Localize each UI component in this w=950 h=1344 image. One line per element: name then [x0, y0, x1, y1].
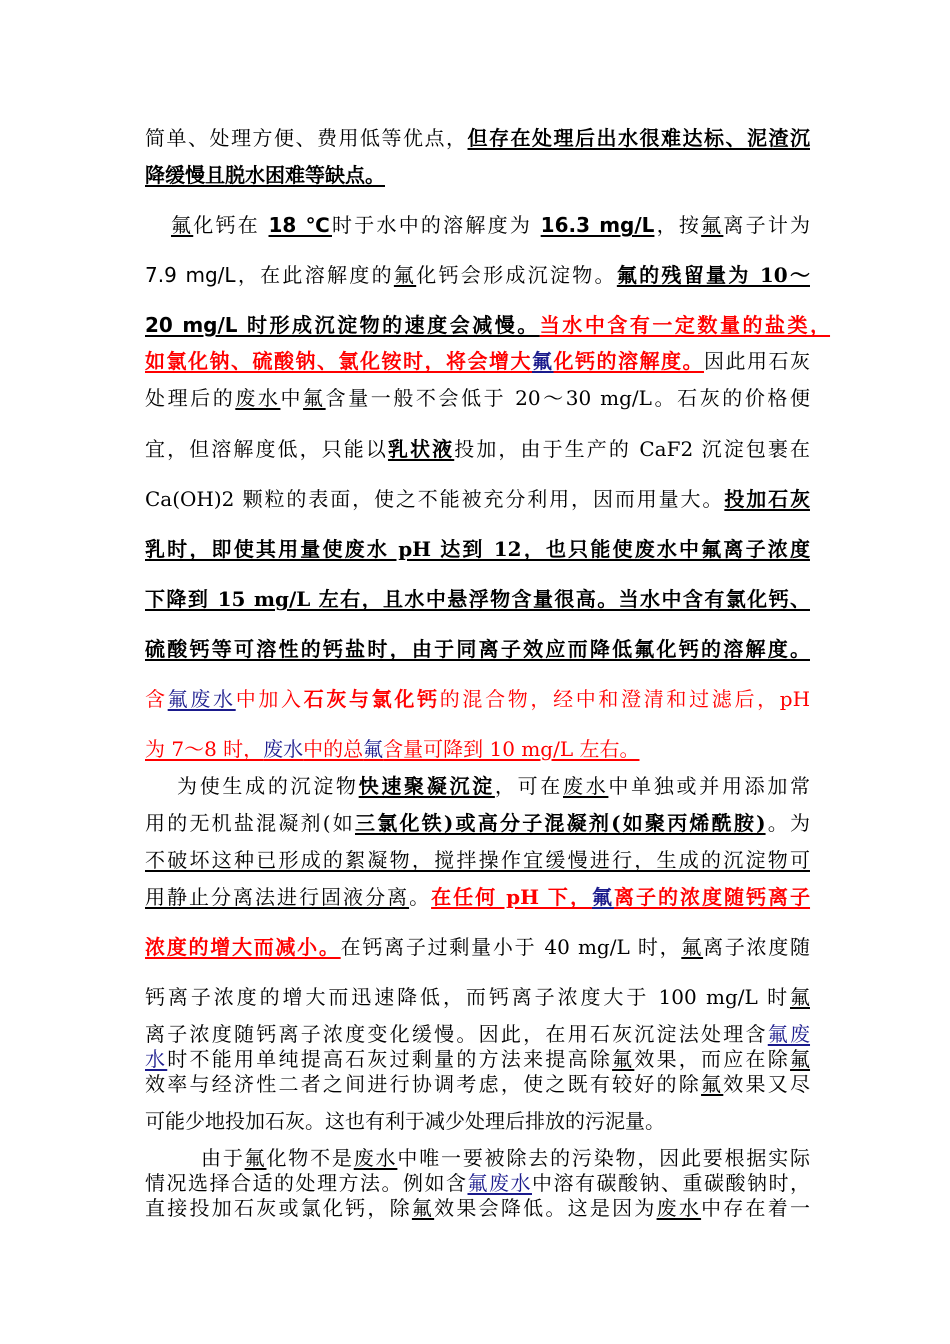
text-run: 中 [280, 386, 304, 410]
text-run: 氟 [790, 1047, 811, 1071]
text-run: 中唯一要被除去的污染物，因此要根据实际 [397, 1146, 811, 1170]
text-run: 含量一般不会低于 20～30 mg/L。石灰的价格便 [325, 386, 810, 410]
text-run: 处理后的 [145, 386, 236, 410]
text-run: 氟 [532, 349, 554, 373]
text-line [177, 773, 810, 799]
text-run: 效果又尽 [723, 1072, 811, 1096]
text-run: 时于水中的溶解度为 [332, 213, 541, 237]
text-run: 浓度的增大而减小。 [145, 935, 341, 959]
text-run: 氟 [393, 263, 417, 287]
text-run: 当水中含有一定数量的盐类， [539, 313, 831, 337]
text-run: 因此用石灰 [704, 349, 810, 373]
text-run: 在钙离子过剩量小于 40 mg/L 时， [340, 935, 682, 959]
text-line [145, 884, 810, 910]
text-link[interactable]: 水 [145, 1047, 168, 1071]
text-run: 离子浓度随 [703, 935, 811, 959]
text-line: 下降到 15 mg/L 左右，且水中悬浮物含量很高。当水中含有氯化钙、 [145, 587, 810, 611]
text-line [145, 1071, 810, 1097]
text-line [145, 125, 810, 151]
text-run: 由于 [201, 1146, 245, 1170]
text-run: 18 ℃ [268, 213, 332, 237]
text-run: 氟 [244, 1146, 267, 1170]
text-line [145, 686, 810, 712]
text-line [171, 212, 810, 238]
text-run: ，按 [654, 213, 702, 237]
text-line [145, 984, 810, 1010]
text-run: 投加，由于生产的 CaF2 沉淀包裹在 [454, 437, 811, 461]
text-run: 化钙在 [193, 213, 269, 237]
text-link[interactable]: 氟废水 [167, 687, 236, 711]
text-run: 降缓慢且脱水困难等缺点。 [145, 163, 385, 187]
text-run: ，可在 [494, 774, 563, 798]
text-run: 石灰与氯化钙 [303, 687, 440, 711]
text-run: 时不能用单纯提高石灰过剩量的方法来提高除 [167, 1047, 613, 1071]
text-run: 化物不是 [266, 1146, 354, 1170]
text-line: 乳时，即使其用量使废水 pH 达到 12，也只能使废水中氟离子浓度 [145, 537, 810, 561]
text-run: 投加石灰 [724, 487, 810, 511]
text-line [145, 1046, 810, 1072]
text-run: 快速聚凝沉淀 [358, 774, 495, 798]
text-run: 氟 [790, 985, 810, 1009]
text-run: Ca(OH)2 颗粒的表面，使之不能被充分利用，因而用量大。 [145, 487, 725, 511]
text-run: 氟的残留量为 10～ [616, 263, 810, 287]
text-run: 含 [145, 687, 168, 711]
text-link[interactable]: 氟废 [767, 1022, 811, 1046]
text-line [145, 312, 830, 338]
text-line: 硫酸钙等可溶性的钙盐时，由于同离子效应而降低氟化钙的溶解度。 [145, 637, 810, 661]
text-link[interactable]: 废水 [263, 737, 304, 761]
text-run: 三氯化铁)或高分子混凝剂(如聚丙烯酰胺) [355, 811, 766, 835]
text-run: 为使生成的沉淀物 [177, 774, 359, 798]
text-run: 效果，而应在除 [634, 1047, 791, 1071]
text-run: 。为 [765, 811, 811, 835]
text-line [145, 436, 810, 462]
text-line [201, 1145, 810, 1171]
text-line [145, 810, 810, 836]
text-line [145, 486, 810, 512]
text-run: 但存在处理后出水很难达标、泥渣沉 [467, 126, 810, 150]
text-run: 废水 [563, 774, 609, 798]
text-run: 。 [409, 885, 432, 909]
text-run: 废水 [656, 1196, 702, 1220]
text-line [145, 262, 810, 288]
text-run: 效率与经济性二者之间进行协调考虑，使之既有较好的除 [145, 1072, 702, 1096]
text-run: 化钙会形成沉淀物。 [416, 263, 617, 287]
text-line [145, 1195, 810, 1221]
text-run: 情况选择合适的处理方法。例如含 [145, 1171, 468, 1195]
text-run: 氟 [303, 386, 326, 410]
text-line: 可能少地投加石灰。这也有利于减少处理后排放的污泥量。 [145, 1109, 665, 1133]
text-run: 氟 [612, 1047, 635, 1071]
text-run: 为 7～8 时， [145, 737, 264, 761]
text-run: 中的总 [303, 737, 364, 761]
text-line [145, 1170, 810, 1196]
text-link[interactable]: 氟废水 [467, 1171, 532, 1195]
text-run: 化钙的溶解度。 [553, 349, 704, 373]
text-run: 7.9 mg/L，在此溶解度的 [145, 263, 394, 287]
text-run: 钙离子浓度的增大而迅速降低，而钙离子浓度大于 100 mg/L 时 [145, 985, 790, 1009]
text-run: 直接投加石灰或氯化钙，除 [145, 1196, 412, 1220]
text-run: 中存在着一 [701, 1196, 811, 1220]
text-run: 离子的浓度随钙离子 [613, 885, 811, 909]
text-run: 简单、处理方便、费用低等优点， [145, 126, 468, 150]
text-run: 废水 [235, 386, 281, 410]
text-line: 不破坏这种已形成的絮凝物，搅拌操作宜缓慢进行，生成的沉淀物可 [145, 848, 810, 872]
text-run: 时形成沉淀物的速度会减慢。 [237, 313, 540, 337]
text-run: 效果会降低。这是因为 [434, 1196, 657, 1220]
text-run: 用的无机盐混凝剂(如 [145, 811, 355, 835]
text-run: 如氯化钠、硫酸钠、氯化铵时，将会增大 [145, 349, 532, 373]
text-run: 中溶有碳酸钠、重碳酸钠时， [532, 1171, 810, 1195]
text-run: 离子浓度随钙离子浓度变化缓慢。因此，在用石灰沉淀法处理含 [145, 1022, 768, 1046]
text-run: 氟 [591, 885, 614, 909]
text-line [145, 1021, 810, 1047]
text-line [145, 385, 810, 411]
text-run: 20 mg/L [145, 313, 238, 337]
text-run: 氟 [701, 1072, 724, 1096]
text-run: 含量可降到 10 mg/L 左右。 [383, 737, 640, 761]
text-run: 氟 [681, 935, 704, 959]
text-line [145, 162, 810, 188]
text-link[interactable]: 氟 [363, 737, 384, 761]
text-run: 在任何 pH 下， [431, 885, 592, 909]
text-run: 废水 [353, 1146, 398, 1170]
text-run: 氟 [171, 213, 194, 237]
text-run: 16.3 mg/L [540, 213, 655, 237]
text-run: 宜，但溶解度低，只能以 [145, 437, 388, 461]
text-line [145, 348, 810, 374]
text-run: 的混合物，经中和澄清和过滤后，pH [439, 687, 811, 711]
text-run: 中单独或并用添加常 [608, 774, 811, 798]
text-run: 中加入 [235, 687, 304, 711]
text-run: 用静止分离法进行固液分离 [145, 885, 410, 909]
text-run: 氟 [701, 213, 724, 237]
text-run: 乳状液 [387, 437, 455, 461]
text-run: 离子计为 [723, 213, 811, 237]
text-run: 氟 [411, 1196, 435, 1220]
text-line [145, 934, 810, 960]
text-line [145, 736, 810, 762]
